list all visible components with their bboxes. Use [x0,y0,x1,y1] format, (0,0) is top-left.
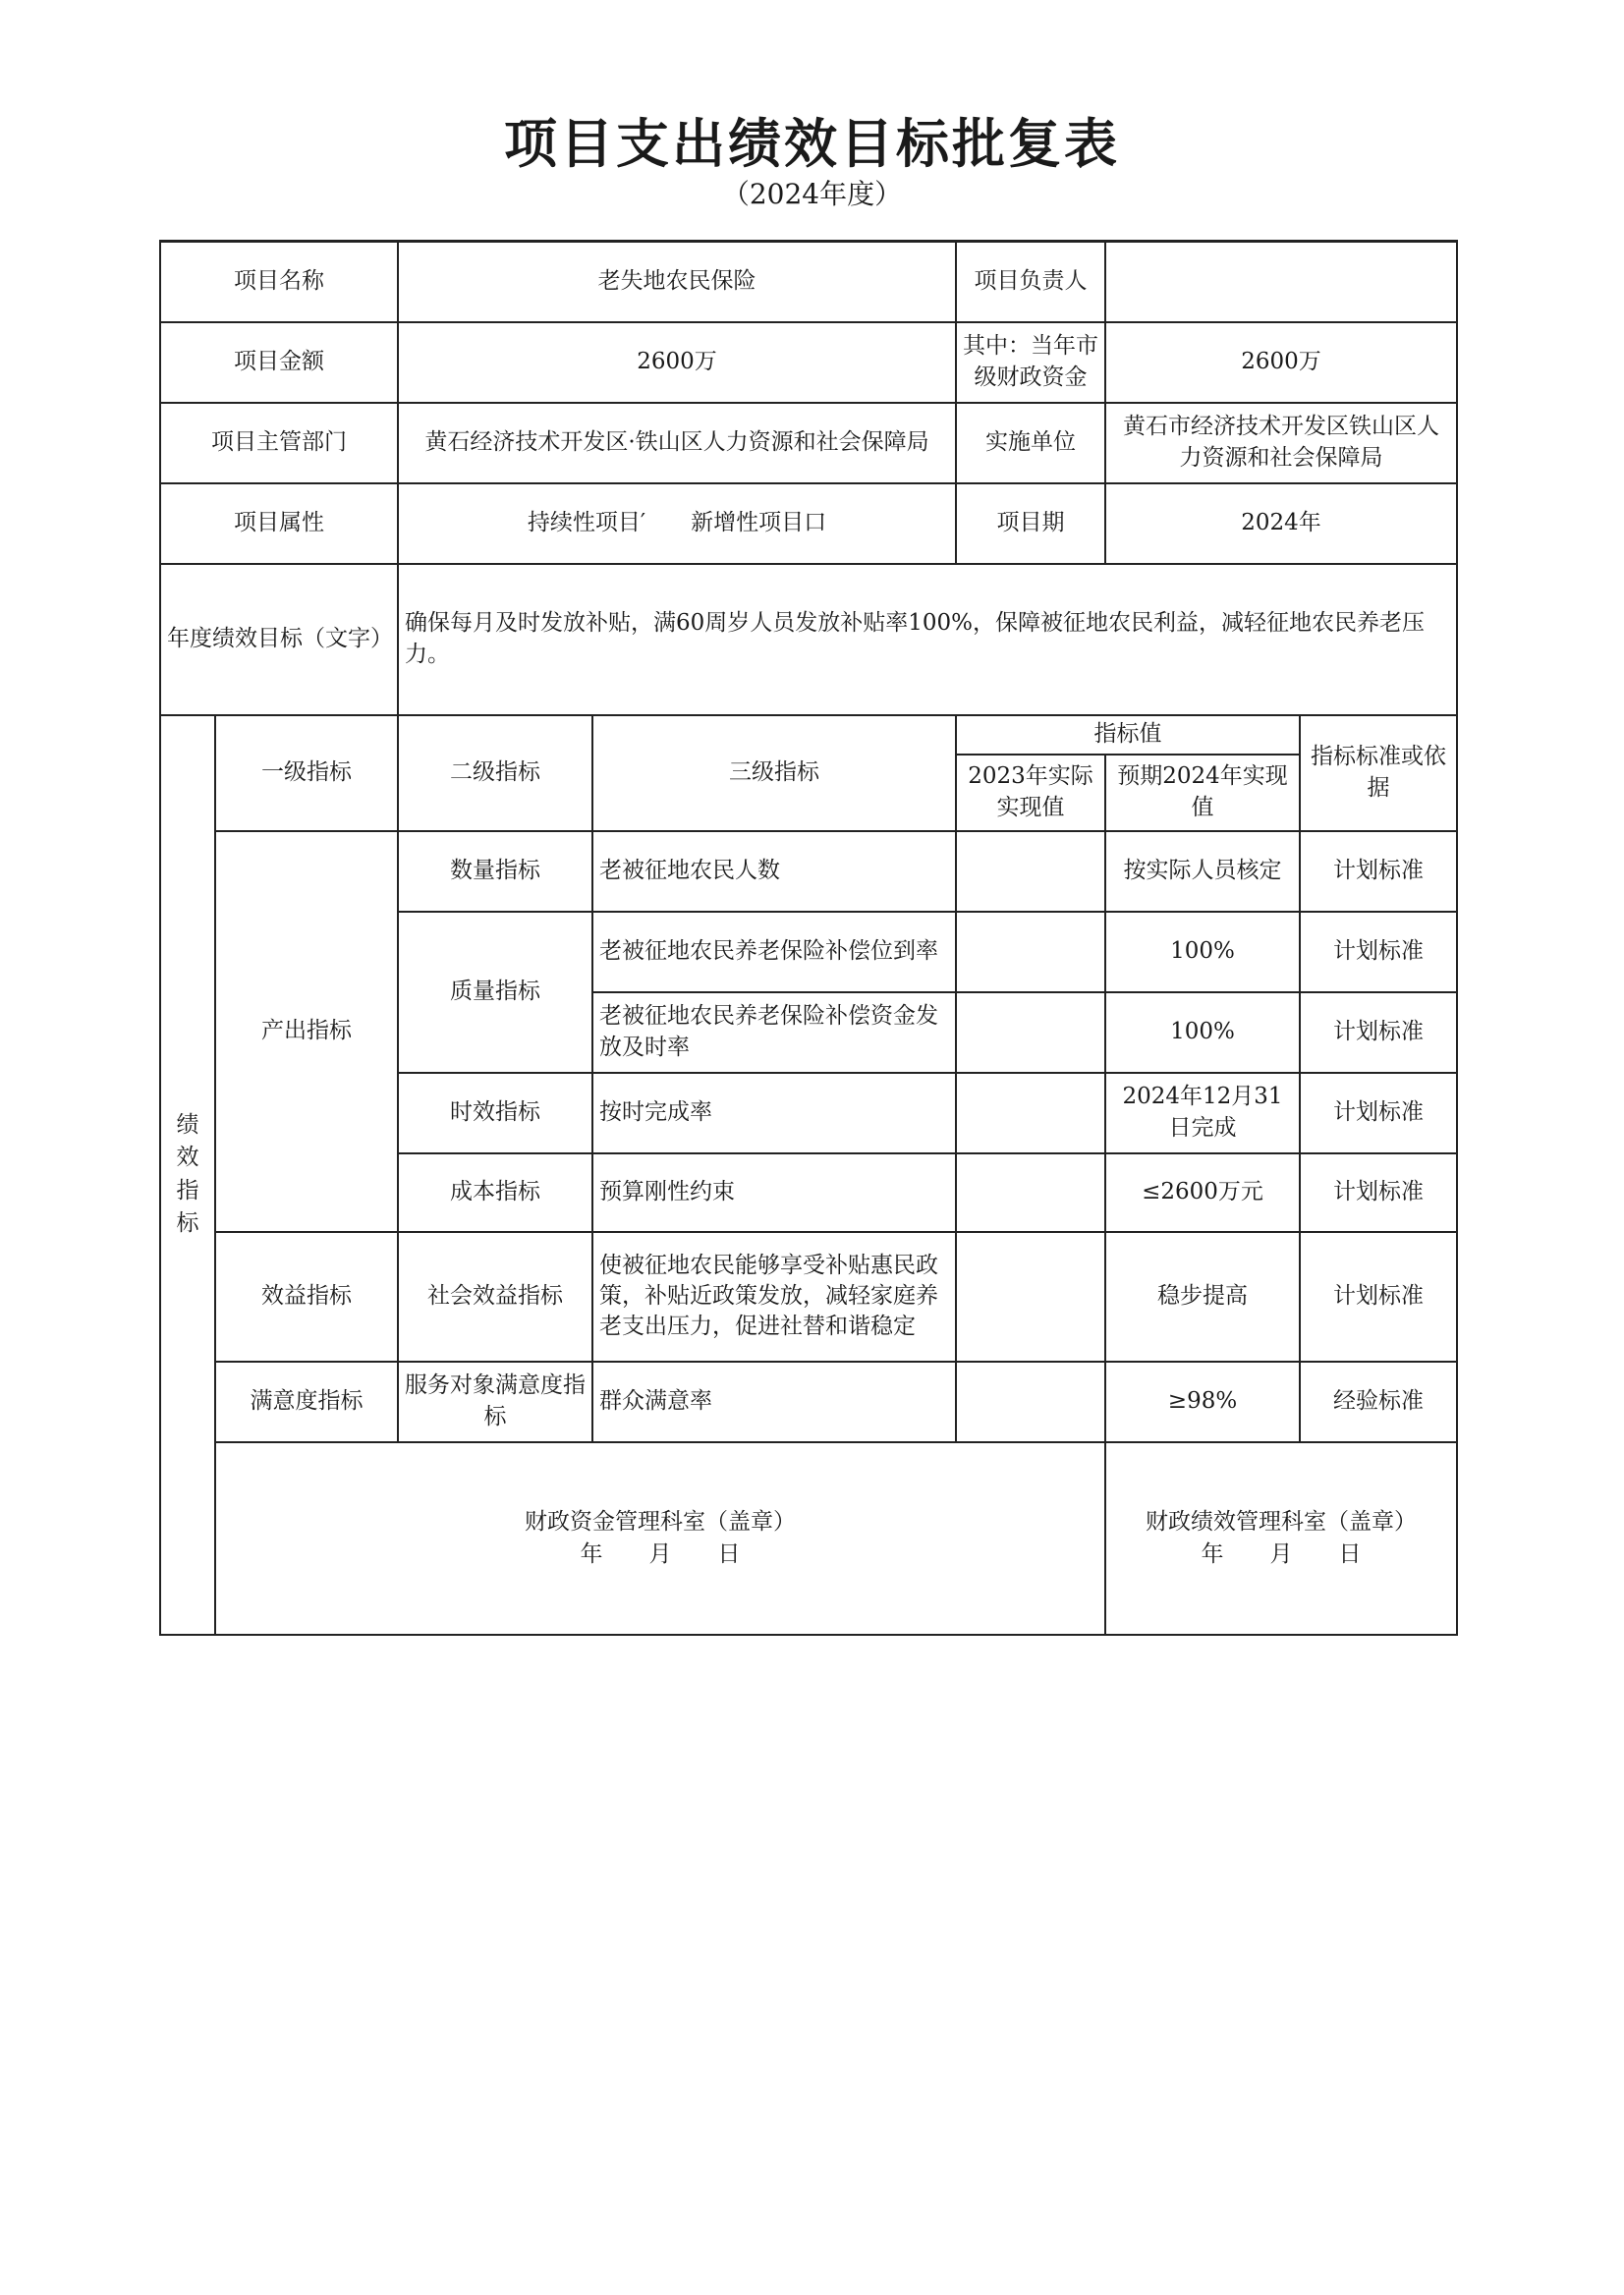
finance-performance-office-cell [1105,1442,1457,1635]
standard-cell: 计划标准 [1300,1073,1457,1153]
finance-performance-office-label: 财政绩效管理科室（盖章） [1146,1509,1417,1536]
actual-cell [956,1073,1105,1153]
level3-cell: 使被征地农民能够享受补贴惠民政策，补贴近政策发放，减轻家庭养老支出压力，促进社替和谐稳定 [592,1232,956,1362]
level3-cell: 群众满意率 [592,1362,956,1442]
expected-cell: 按实际人员核定 [1105,831,1300,912]
header-value-group: 指标值 [956,715,1300,755]
header-level2: 二级指标 [398,715,592,831]
standard-cell: 计划标准 [1300,831,1457,912]
city-funds-value: 2600万 [1105,322,1457,403]
level3-cell: 老被征地农民人数 [592,831,956,912]
level2-cell: 社会效益指标 [398,1232,592,1362]
project-period-label: 项目期 [956,483,1105,564]
header-expected-2024: 预期2024年实现值 [1105,755,1300,831]
level3-cell: 老被征地农民养老保险补偿资金发放及时率 [592,992,956,1073]
header-standard: 指标标准或依据 [1300,715,1457,831]
table-row [160,1232,1457,1362]
date-year: 年 [580,1540,603,1567]
level3-cell: 按时完成率 [592,1073,956,1153]
standard-cell: 计划标准 [1300,992,1457,1073]
annual-goal-row [160,564,1457,715]
standard-cell: 计划标准 [1300,1153,1457,1232]
finance-funds-office-label: 财政资金管理科室（盖章） [525,1509,796,1536]
indicator-header-row [160,715,1457,755]
project-attribute-value: 持续性项目′ 新增性项目口 [398,483,956,564]
department-label: 项目主管部门 [160,403,398,483]
project-attribute-label: 项目属性 [160,483,398,564]
header-actual-2023: 2023年实际实现值 [956,755,1105,831]
project-amount-row [160,322,1457,403]
date-month: 月 [1269,1540,1293,1567]
date-year: 年 [1201,1540,1224,1567]
project-name-label: 项目名称 [160,242,398,322]
level2-cell: 成本指标 [398,1153,592,1232]
signature-row [160,1442,1457,1635]
actual-cell [956,1153,1105,1232]
project-period-value: 2024年 [1105,483,1457,564]
project-amount-value: 2600万 [398,322,956,403]
city-funds-label: 其中：当年市级财政资金 [956,322,1105,403]
expected-cell: ≥98% [1105,1362,1300,1442]
project-name-row [160,242,1457,322]
department-row [160,403,1457,483]
signature-date [1146,1539,1417,1570]
department-value: 黄石经济技术开发区·铁山区人力资源和社会保障局 [398,403,956,483]
side-label-text: 绩效指标 [176,1111,199,1236]
signature-date [525,1539,796,1570]
date-month: 月 [648,1540,672,1567]
level2-cell: 数量指标 [398,831,592,912]
level2-cell: 时效指标 [398,1073,592,1153]
expected-cell: 100% [1105,912,1300,992]
table-row [160,1362,1457,1442]
level2-cell: 服务对象满意度指标 [398,1362,592,1442]
actual-cell [956,992,1105,1073]
finance-funds-office-cell [215,1442,1105,1635]
finance-performance-office-sign [1146,1506,1417,1569]
expected-cell: ≤2600万元 [1105,1153,1300,1232]
standard-cell: 计划标准 [1300,912,1457,992]
finance-funds-office-sign [525,1506,796,1569]
header-level1: 一级指标 [215,715,398,831]
project-leader-label: 项目负责人 [956,242,1105,322]
annual-goal-label: 年度绩效目标（文字） [160,564,398,715]
implementing-unit-value: 黄石市经济技术开发区铁山区人力资源和社会保障局 [1105,403,1457,483]
header-level3: 三级指标 [592,715,956,831]
project-name-value: 老失地农民保险 [398,242,956,322]
standard-cell: 经验标准 [1300,1362,1457,1442]
performance-target-table [159,240,1458,1636]
date-day: 日 [717,1540,741,1567]
level3-cell: 预算刚性约束 [592,1153,956,1232]
attribute-row [160,483,1457,564]
project-leader-value [1105,242,1457,322]
expected-cell: 100% [1105,992,1300,1073]
group-benefit-label: 效益指标 [215,1232,398,1362]
page-subtitle: （2024年度） [721,178,903,210]
expected-cell: 稳步提高 [1105,1232,1300,1362]
page-title: 项目支出绩效目标批复表 [504,113,1120,175]
implementing-unit-label: 实施单位 [956,403,1105,483]
table-row [160,831,1457,912]
actual-cell [956,831,1105,912]
project-amount-label: 项目金额 [160,322,398,403]
actual-cell [956,912,1105,992]
actual-cell [956,1362,1105,1442]
actual-cell [956,1232,1105,1362]
expected-cell: 2024年12月31日完成 [1105,1073,1300,1153]
standard-cell: 计划标准 [1300,1232,1457,1362]
performance-indicator-side-label [160,715,215,1635]
level3-cell: 老被征地农民养老保险补偿位到率 [592,912,956,992]
group-output-label: 产出指标 [215,831,398,1232]
group-satisfaction-label: 满意度指标 [215,1362,398,1442]
date-day: 日 [1338,1540,1362,1567]
level2-cell: 质量指标 [398,912,592,1073]
annual-goal-text: 确保每月及时发放补贴，满60周岁人员发放补贴率100%，保障被征地农民利益，减轻征地农民养老压力。 [398,564,1457,715]
